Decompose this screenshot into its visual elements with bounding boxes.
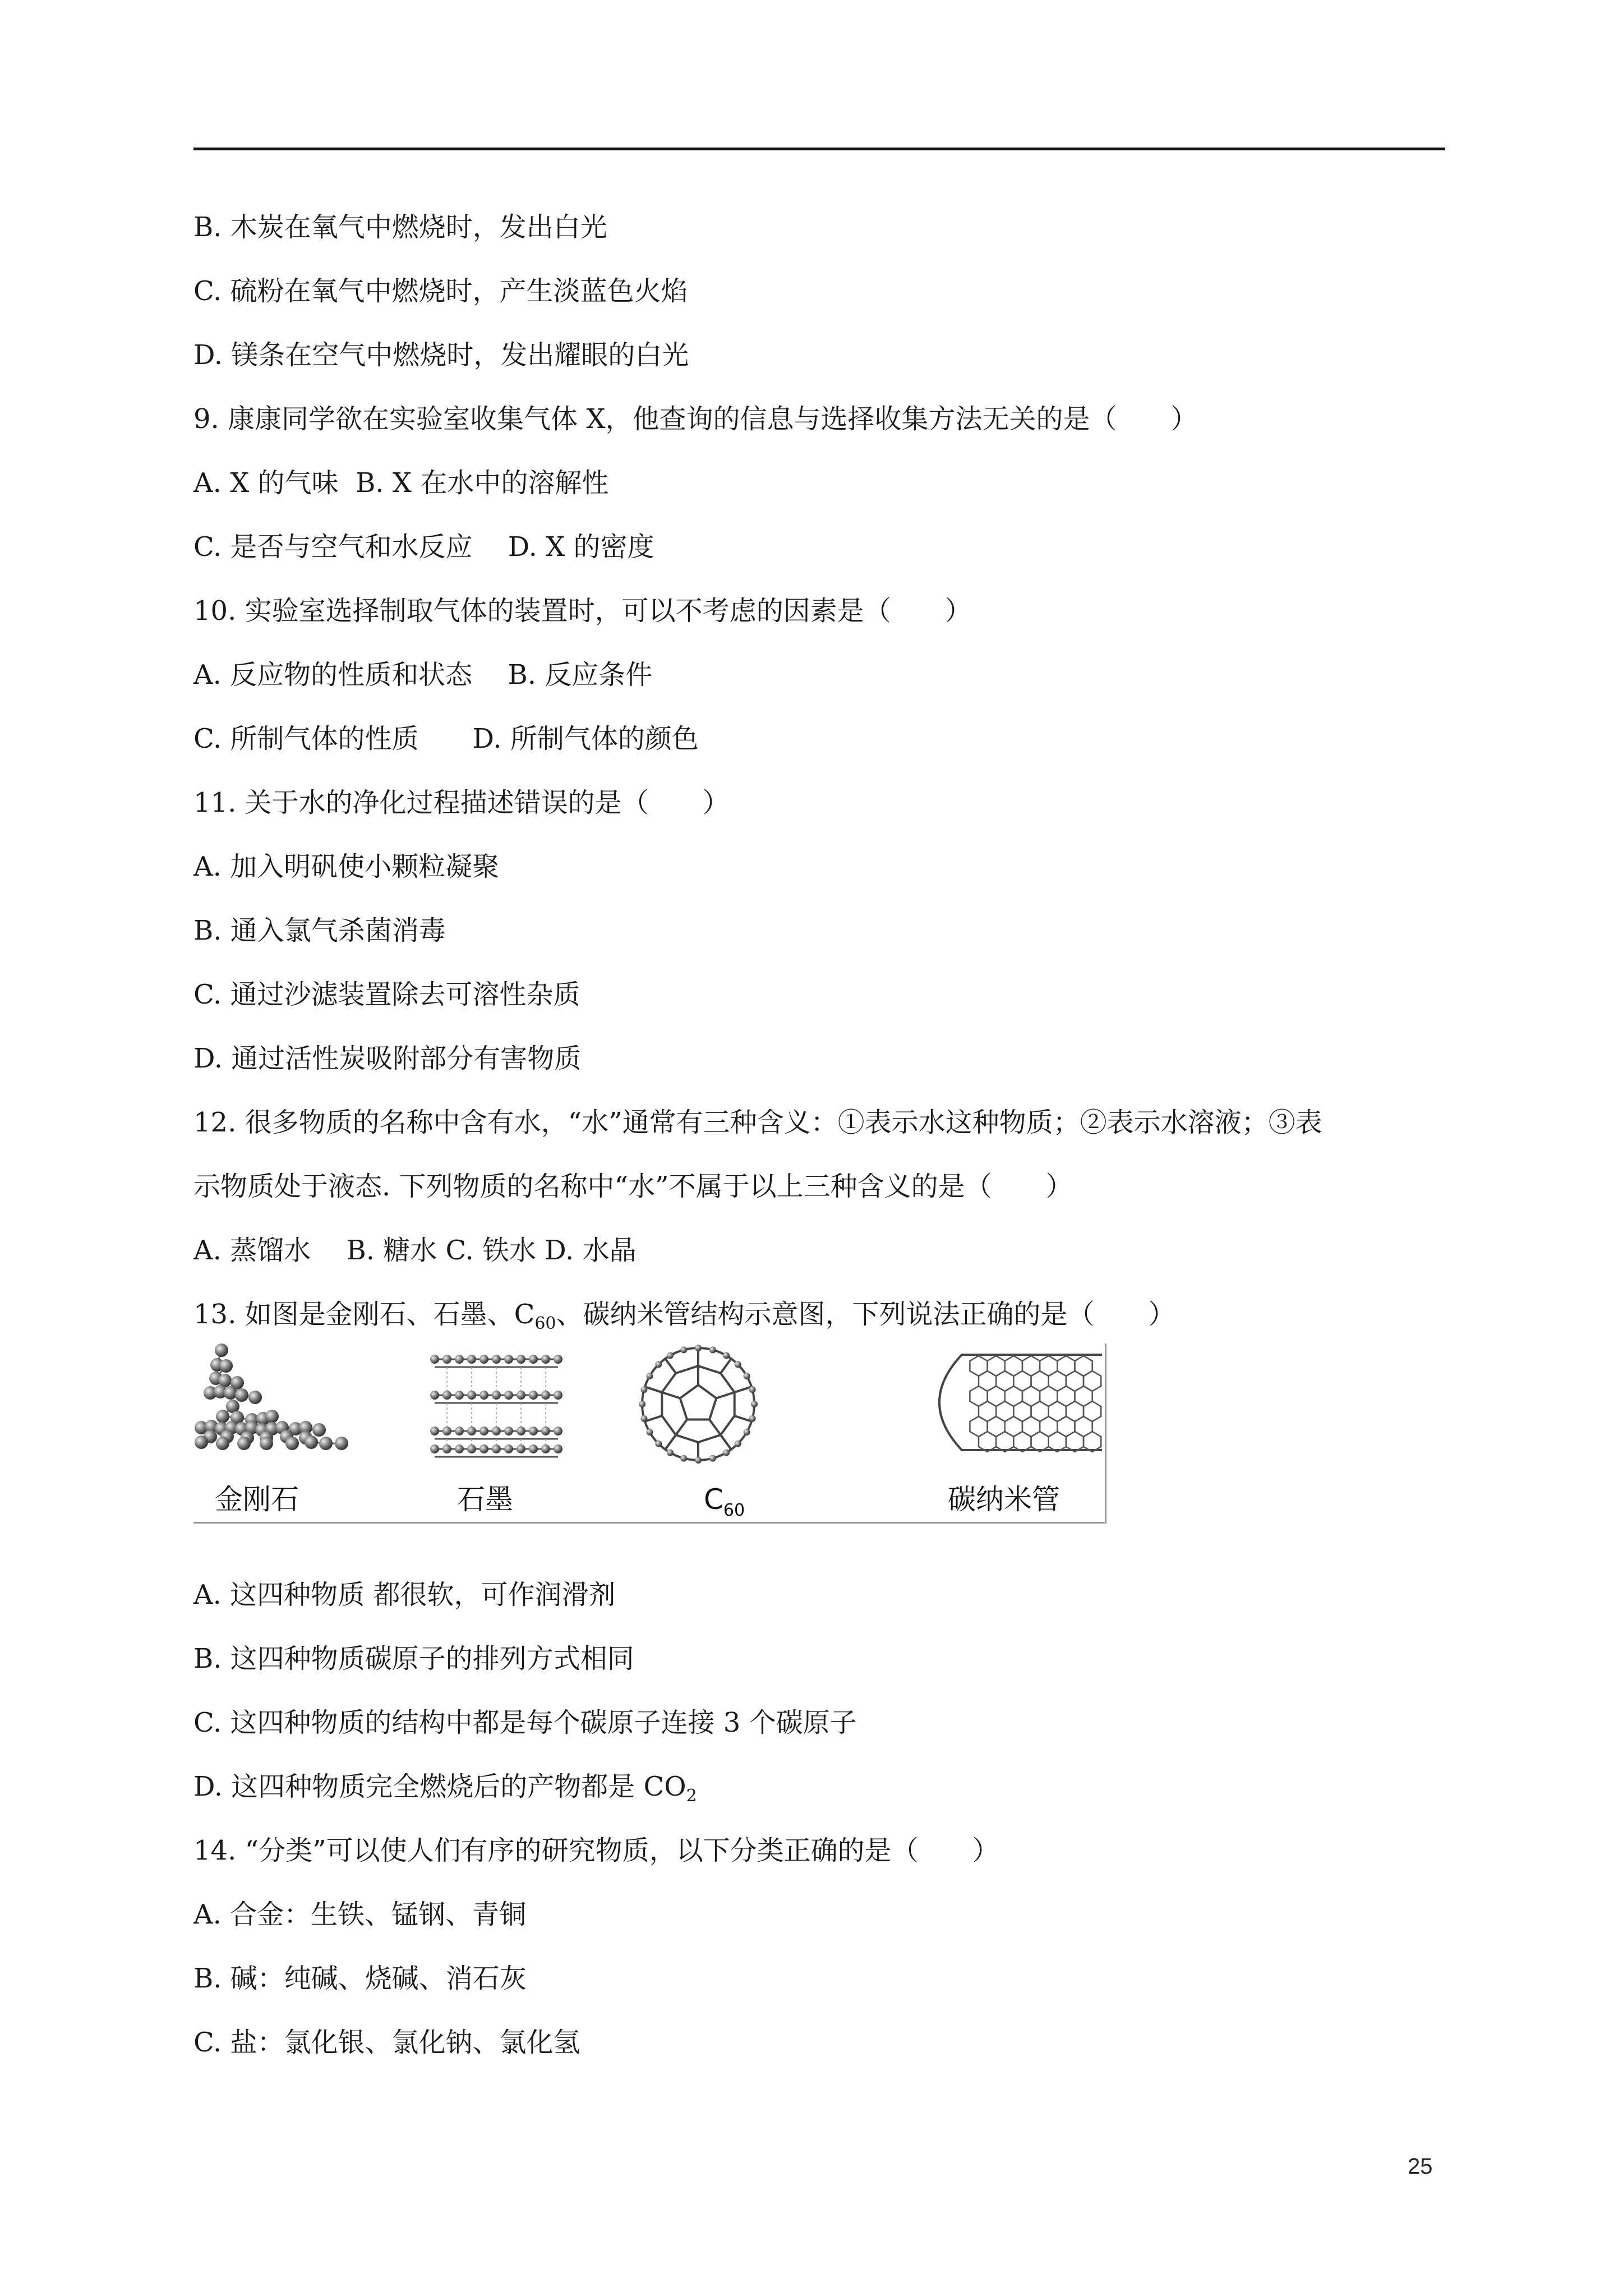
graphite-atom — [442, 1391, 451, 1400]
graphite-atom — [492, 1391, 501, 1400]
graphite-atom — [479, 1391, 488, 1400]
c60-atom — [640, 1415, 647, 1422]
option-13d — [193, 1769, 697, 1805]
question-13 — [193, 1296, 1175, 1332]
graphite-atom — [492, 1444, 501, 1453]
c60-atom — [680, 1455, 687, 1462]
graphite-atom — [467, 1444, 476, 1453]
option-11a: A. 加入明矾使小颗粒凝聚 — [193, 851, 500, 882]
diamond-atom — [195, 1435, 208, 1449]
question-10: 10. 实验室选择制取气体的装置时，可以不考虑的因素是（ ） — [193, 595, 972, 627]
c60-atom — [695, 1345, 702, 1351]
c60-atom — [695, 1457, 702, 1464]
graphite-atom — [554, 1391, 562, 1400]
c60-label-sub: 60 — [723, 1501, 745, 1520]
graphite-atom — [467, 1355, 476, 1364]
graphite-atom — [430, 1427, 439, 1435]
option-13a: A. 这四种物质 都很软，可作润滑剂 — [193, 1579, 616, 1611]
c60-atom — [744, 1373, 750, 1379]
graphite-atom — [529, 1444, 538, 1453]
diamond-atom — [235, 1388, 248, 1402]
graphite-atom — [430, 1444, 439, 1453]
c60-atom — [646, 1429, 653, 1435]
graphite-atom — [455, 1444, 464, 1453]
diamond-atom — [312, 1423, 326, 1437]
option-14a: A. 合金：生铁、锰钢、青铜 — [193, 1899, 527, 1930]
nanotube-hexagon — [996, 1432, 1013, 1452]
c60-ring — [680, 1385, 717, 1420]
option-11b: B. 通入氯气杀菌消毒 — [193, 915, 446, 946]
options-12: A. 蒸馏水 B. 糖水 C. 铁水 D. 水晶 — [193, 1235, 637, 1266]
graphite-atom — [504, 1355, 513, 1364]
option-8b: B. 木炭在氧气中燃烧时，发出白光 — [193, 211, 607, 243]
question-13-text: 13. 如图是金刚石、石墨、C — [193, 1299, 535, 1330]
c60-atom — [723, 1450, 730, 1456]
graphite-atom — [467, 1391, 476, 1400]
c60-bond — [646, 1387, 662, 1392]
page-number: 25 — [1408, 2154, 1433, 2179]
graphite-label: 石墨 — [457, 1483, 513, 1516]
diamond-atom — [335, 1437, 348, 1450]
c60-bond — [646, 1416, 662, 1421]
graphite-atom — [479, 1427, 488, 1435]
c60-atom — [667, 1450, 674, 1456]
graphite-atom — [517, 1444, 525, 1453]
c60-atom — [749, 1386, 756, 1393]
options-9cd: C. 是否与空气和水反应 D. X 的密度 — [193, 531, 654, 563]
options-10cd: C. 所制气体的性质 D. 所制气体的颜色 — [193, 723, 699, 754]
c60-atom — [639, 1401, 645, 1407]
c60-subscript: 60 — [534, 1314, 556, 1333]
graphite-atom — [455, 1427, 464, 1435]
diamond-atom — [285, 1437, 299, 1450]
graphite-atom — [479, 1355, 488, 1364]
question-12-line1: 12. 很多物质的名称中含有水，“水”通常有三种含义：①表示水这种物质；②表示水溶液；③表 — [193, 1107, 1322, 1138]
diamond-atom — [237, 1437, 251, 1450]
diamond-atom — [219, 1359, 233, 1373]
graphite-atom — [455, 1391, 464, 1400]
c60-atom — [723, 1352, 730, 1359]
c60-label-main: C — [704, 1483, 723, 1516]
options-9ab: A. X 的气味 B. X 在水中的溶解性 — [193, 467, 609, 499]
nanotube-hexagon — [1031, 1432, 1049, 1452]
c60-atom — [655, 1361, 662, 1368]
c60-label — [704, 1483, 745, 1520]
c60-atom — [640, 1386, 647, 1393]
diamond-atom — [265, 1410, 279, 1423]
graphite-atom — [479, 1444, 488, 1453]
graphite-atom — [442, 1355, 451, 1364]
option-8d: D. 镁条在空气中燃烧时，发出耀眼的白光 — [193, 339, 689, 371]
c60-bond — [721, 1360, 731, 1373]
graphite-atom — [492, 1427, 501, 1435]
diamond-label: 金刚石 — [215, 1483, 299, 1516]
c60-atom — [667, 1352, 674, 1359]
c60-bond — [666, 1360, 676, 1373]
header-rule — [193, 148, 1445, 150]
carbon-structures-figure — [193, 1343, 1106, 1524]
c60-atom — [646, 1373, 653, 1379]
diamond-atom — [216, 1410, 229, 1423]
diamond-atom — [216, 1437, 229, 1450]
graphite-atom — [430, 1355, 439, 1364]
graphite-atom — [554, 1427, 562, 1435]
option-13d-text: D. 这四种物质完全燃烧后的产物都是 CO — [193, 1771, 686, 1802]
graphite-atom — [541, 1355, 550, 1364]
graphite-atom — [529, 1391, 538, 1400]
c60-bond — [735, 1387, 751, 1392]
diamond-atom — [215, 1343, 228, 1357]
diamond-atom — [319, 1437, 333, 1450]
c60-atom — [751, 1401, 758, 1407]
question-14: 14. “分类”可以使人们有序的研究物质，以下分类正确的是（ ） — [193, 1835, 999, 1866]
graphite-atom — [430, 1391, 439, 1400]
c60-atom — [749, 1415, 756, 1422]
question-13-text-rest: 、碳纳米管结构示意图，下列说法正确的是（ ） — [556, 1299, 1175, 1330]
diamond-atom — [260, 1437, 273, 1450]
c60-atom — [735, 1441, 741, 1447]
option-11c: C. 通过沙滤装置除去可溶性杂质 — [193, 979, 580, 1010]
graphite-atom — [554, 1355, 562, 1364]
graphite-atom — [504, 1444, 513, 1453]
graphite-atom — [529, 1355, 538, 1364]
c60-atom — [655, 1441, 662, 1447]
question-11: 11. 关于水的净化过程描述错误的是（ ） — [193, 787, 730, 818]
c60-atom — [735, 1361, 741, 1368]
nanotube-hexagon — [1066, 1432, 1083, 1452]
graphite-atom — [517, 1391, 525, 1400]
graphite-atom — [529, 1427, 538, 1435]
option-13c: C. 这四种物质的结构中都是每个碳原子连接 3 个碳原子 — [193, 1707, 857, 1738]
c60-bond — [735, 1416, 751, 1421]
question-9: 9. 康康同学欲在实验室收集气体 X，他查询的信息与选择收集方法无关的是（ ） — [193, 403, 1198, 435]
graphite-atom — [504, 1427, 513, 1435]
option-14c: C. 盐：氯化银、氯化钠、氯化氢 — [193, 2027, 580, 2058]
nanotube-hexagon — [979, 1432, 996, 1452]
graphite-atom — [442, 1427, 451, 1435]
graphite-atom — [455, 1355, 464, 1364]
graphite-atom — [504, 1391, 513, 1400]
graphite-atom — [492, 1355, 501, 1364]
c60-bond — [721, 1435, 731, 1448]
option-11d: D. 通过活性炭吸附部分有害物质 — [193, 1043, 582, 1074]
graphite-atom — [541, 1427, 550, 1435]
option-13b: B. 这四种物质碳原子的排列方式相同 — [193, 1643, 634, 1674]
c60-atom — [709, 1455, 716, 1462]
diamond-atom — [305, 1435, 318, 1449]
graphite-atom — [442, 1444, 451, 1453]
graphite-atom — [554, 1444, 562, 1453]
graphite-atom — [467, 1427, 476, 1435]
nanotube-hexagon — [1049, 1432, 1066, 1452]
option-14b: B. 碱：纯碱、烧碱、消石灰 — [193, 1963, 527, 1994]
c60-bond — [666, 1435, 676, 1448]
diamond-atom — [248, 1391, 262, 1404]
diamond-atom — [224, 1386, 237, 1400]
c60-atom — [680, 1346, 687, 1353]
nanotube-hexagon — [1083, 1432, 1101, 1452]
nanotube-hexagon — [1013, 1432, 1031, 1452]
options-10ab: A. 反应物的性质和状态 B. 反应条件 — [193, 659, 653, 691]
graphite-atom — [517, 1355, 525, 1364]
nanotube-label: 碳纳米管 — [948, 1483, 1060, 1516]
option-8c: C. 硫粉在氧气中燃烧时，产生淡蓝色火焰 — [193, 275, 688, 307]
graphite-atom — [541, 1444, 550, 1453]
c60-atom — [709, 1346, 716, 1353]
graphite-atom — [541, 1391, 550, 1400]
question-12-line2: 示物质处于液态. 下列物质的名称中“水”不属于以上三种含义的是（ ） — [193, 1171, 1073, 1202]
c60-atom — [744, 1429, 750, 1435]
co2-subscript: 2 — [686, 1786, 697, 1806]
graphite-atom — [517, 1427, 525, 1435]
